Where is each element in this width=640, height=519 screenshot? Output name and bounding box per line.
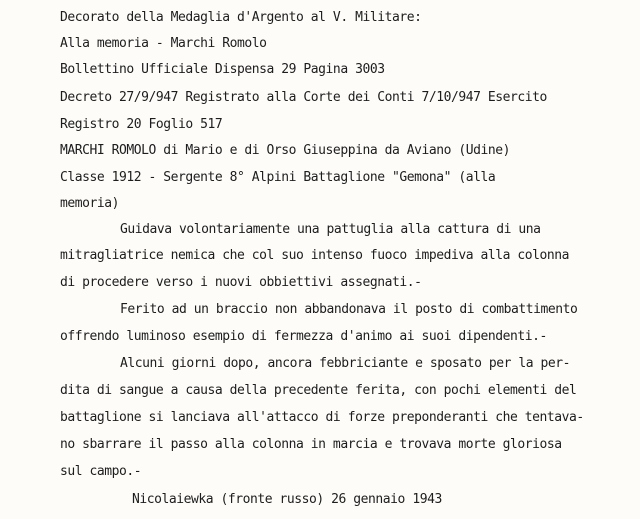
header-line-name: MARCHI ROMOLO di Mario e di Orso Giuseppina da Aviano (Udine) [60, 143, 510, 158]
header-line-decoration: Decorato della Medaglia d'Argento al V. Militare: [60, 10, 422, 25]
header-line-class: Classe 1912 - Sergente 8° Alpini Battaglione "Gemona" (alla [60, 170, 496, 185]
paragraph-3-line-3: battaglione si lanciava all'attacco di forze preponderanti che tentava- [60, 410, 584, 425]
paragraph-1-line-2: mitragliatrice nemica che col suo intenso fuoco impediva alla colonna [60, 248, 569, 263]
paragraph-3-line-1: Alcuni giorni dopo, ancora febbriciante e sposato per la per- [120, 356, 570, 371]
place-date-line: Nicolaiewka (fronte russo) 26 gennaio 1943 [132, 492, 442, 507]
paragraph-1-line-3: di procedere verso i nuovi obbiettivi assegnati.- [60, 275, 422, 290]
header-line-memory: Alla memoria - Marchi Romolo [60, 36, 267, 51]
paragraph-2-line-1: Ferito ad un braccio non abbandonava il posto di combattimento [120, 302, 578, 317]
paragraph-3-line-5: sul campo.- [60, 464, 142, 479]
paragraph-1-line-1: Guidava volontariamente una pattuglia alla cattura di una [120, 222, 541, 237]
header-line-register: Registro 20 Foglio 517 [60, 117, 223, 132]
header-line-decree: Decreto 27/9/947 Registrato alla Corte dei Conti 7/10/947 Esercito [60, 90, 547, 105]
header-line-bulletin: Bollettino Ufficiale Dispensa 29 Pagina 3003 [60, 62, 385, 77]
paragraph-2-line-2: offrendo luminoso esempio di fermezza d'animo ai suoi dipendenti.- [60, 329, 547, 344]
paragraph-3-line-4: no sbarrare il passo alla colonna in marcia e trovava morte gloriosa [60, 437, 562, 452]
header-line-memoria: memoria) [60, 196, 120, 211]
paragraph-3-line-2: dita di sangue a causa della precedente ferita, con pochi elementi del [60, 383, 577, 398]
